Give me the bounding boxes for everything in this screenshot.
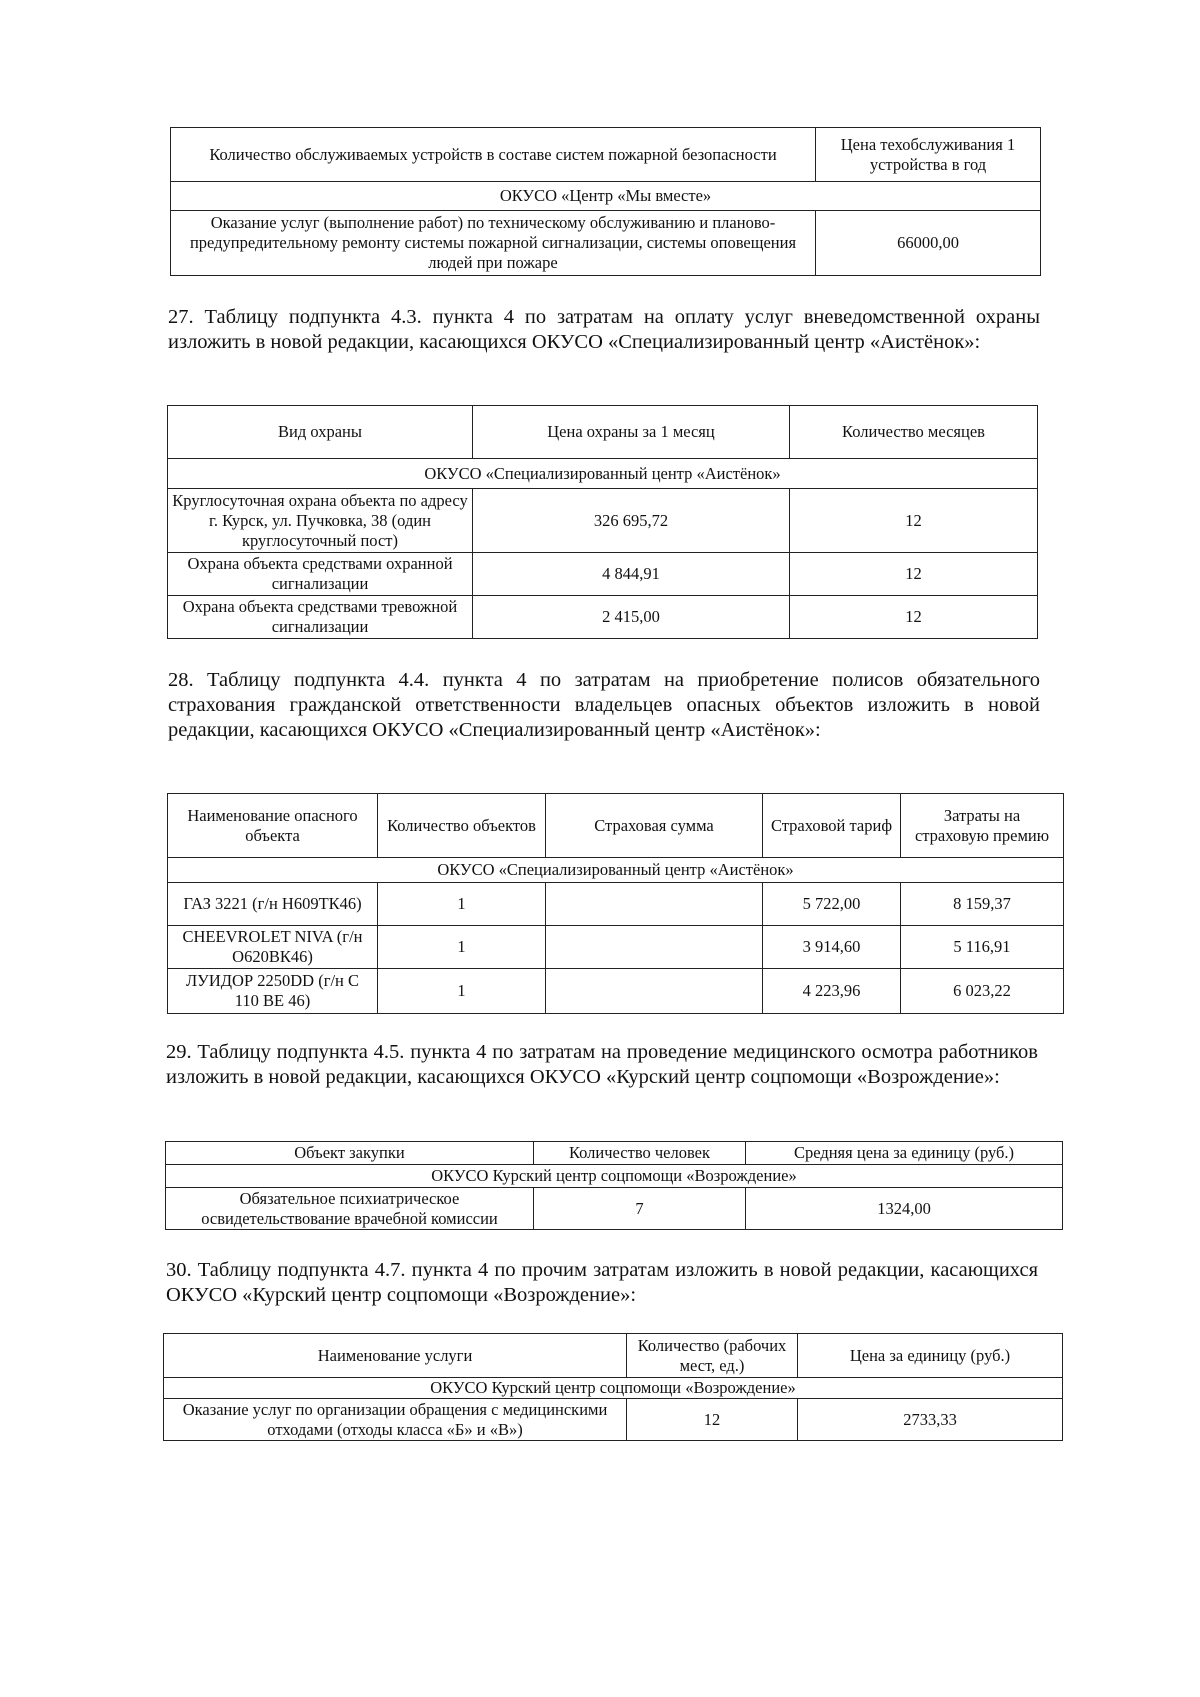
table-row [168, 883, 1064, 926]
cell: 12 [790, 553, 1038, 596]
cell [546, 926, 763, 969]
header-cell: Страховой тариф [763, 794, 901, 858]
paragraph-27: 27. Таблицу подпункта 4.3. пункта 4 по затратам на оплату услуг вневедомственной охраны изложить в новой редакции, касающихся ОКУСО «Специализированный центр «Аистёнок»: [168, 306, 1040, 353]
header-cell: Затраты на страховую премию [901, 794, 1064, 858]
header-cell: Страховая сумма [546, 794, 763, 858]
group-row: ОКУСО «Специализированный центр «Аистёнок» [168, 858, 1064, 883]
table-row [168, 596, 1038, 639]
other-costs-table [163, 1333, 1063, 1441]
cell: 8 159,37 [901, 883, 1064, 926]
table-row [168, 969, 1064, 1014]
table-row [166, 1188, 1063, 1230]
cell: Оказание услуг (выполнение работ) по техническому обслуживанию и планово-предупредительному ремонту системы пожарной сигнализации, системы оповещения людей при пожаре [171, 211, 816, 276]
cell: 12 [790, 489, 1038, 553]
table-row [164, 1399, 1063, 1441]
cell: Охрана объекта средствами тревожной сигнализации [168, 596, 473, 639]
header-cell: Наименование услуги [164, 1334, 627, 1378]
cell: 1 [378, 926, 546, 969]
group-row: ОКУСО «Центр «Мы вместе» [171, 182, 1041, 211]
cell: 326 695,72 [473, 489, 790, 553]
table-row [171, 211, 1041, 276]
table-row [168, 553, 1038, 596]
header-cell: Количество (рабочих мест, ед.) [627, 1334, 798, 1378]
medical-exam-table [165, 1141, 1063, 1230]
cell: 4 223,96 [763, 969, 901, 1014]
group-row: ОКУСО Курский центр соцпомощи «Возрождение» [166, 1165, 1063, 1188]
cell: ЛУИДОР 2250DD (г/н С 110 ВЕ 46) [168, 969, 378, 1014]
cell: Оказание услуг по организации обращения с медицинскими отходами (отходы класса «Б» и «В») [164, 1399, 627, 1441]
security-table [167, 405, 1038, 639]
header-cell: Цена техобслуживания 1 устройства в год [816, 128, 1041, 182]
cell: 1 [378, 969, 546, 1014]
cell: 2733,33 [798, 1399, 1063, 1441]
group-row: ОКУСО Курский центр соцпомощи «Возрождение» [164, 1378, 1063, 1399]
cell: 66000,00 [816, 211, 1041, 276]
cell: 3 914,60 [763, 926, 901, 969]
cell: Круглосуточная охрана объекта по адресу г. Курск, ул. Пучковка, 38 (один круглосуточный пост) [168, 489, 473, 553]
fire-safety-table [170, 127, 1041, 276]
cell: Охрана объекта средствами охранной сигнализации [168, 553, 473, 596]
table-row [168, 926, 1064, 969]
header-cell: Количество обслуживаемых устройств в составе систем пожарной безопасности [171, 128, 816, 182]
header-cell: Вид охраны [168, 406, 473, 459]
header-cell: Цена охраны за 1 месяц [473, 406, 790, 459]
cell: 1324,00 [746, 1188, 1063, 1230]
group-row: ОКУСО «Специализированный центр «Аистёнок» [168, 459, 1038, 489]
cell: 7 [534, 1188, 746, 1230]
table-row [168, 489, 1038, 553]
cell: 6 023,22 [901, 969, 1064, 1014]
cell [546, 883, 763, 926]
header-cell: Объект закупки [166, 1142, 534, 1165]
cell [546, 969, 763, 1014]
paragraph-30: 30. Таблицу подпункта 4.7. пункта 4 по прочим затратам изложить в новой редакции, касающихся ОКУСО «Курский центр соцпомощи «Возрождение»: [166, 1259, 1038, 1306]
cell: 12 [627, 1399, 798, 1441]
cell: 4 844,91 [473, 553, 790, 596]
cell: 12 [790, 596, 1038, 639]
cell: CHEEVROLET NIVA (г/н О620ВК46) [168, 926, 378, 969]
header-cell: Средняя цена за единицу (руб.) [746, 1142, 1063, 1165]
cell: 2 415,00 [473, 596, 790, 639]
header-cell: Количество человек [534, 1142, 746, 1165]
header-cell: Количество объектов [378, 794, 546, 858]
cell: Обязательное психиатрическое освидетельствование врачебной комиссии [166, 1188, 534, 1230]
cell: 5 116,91 [901, 926, 1064, 969]
insurance-table [167, 793, 1064, 1014]
cell: ГАЗ 3221 (г/н Н609ТК46) [168, 883, 378, 926]
cell: 1 [378, 883, 546, 926]
header-cell: Цена за единицу (руб.) [798, 1334, 1063, 1378]
cell: 5 722,00 [763, 883, 901, 926]
paragraph-28: 28. Таблицу подпункта 4.4. пункта 4 по затратам на приобретение полисов обязательного страхования гражданской ответственности владельцев опасных объектов изложить в новой редакции, касающихся ОКУСО «Специализированный центр «Аистёнок»: [168, 669, 1040, 741]
paragraph-29: 29. Таблицу подпункта 4.5. пункта 4 по затратам на проведение медицинского осмотра работников изложить в новой редакции, касающихся ОКУСО «Курский центр соцпомощи «Возрождение»: [166, 1041, 1038, 1088]
header-cell: Количество месяцев [790, 406, 1038, 459]
header-cell: Наименование опасного объекта [168, 794, 378, 858]
